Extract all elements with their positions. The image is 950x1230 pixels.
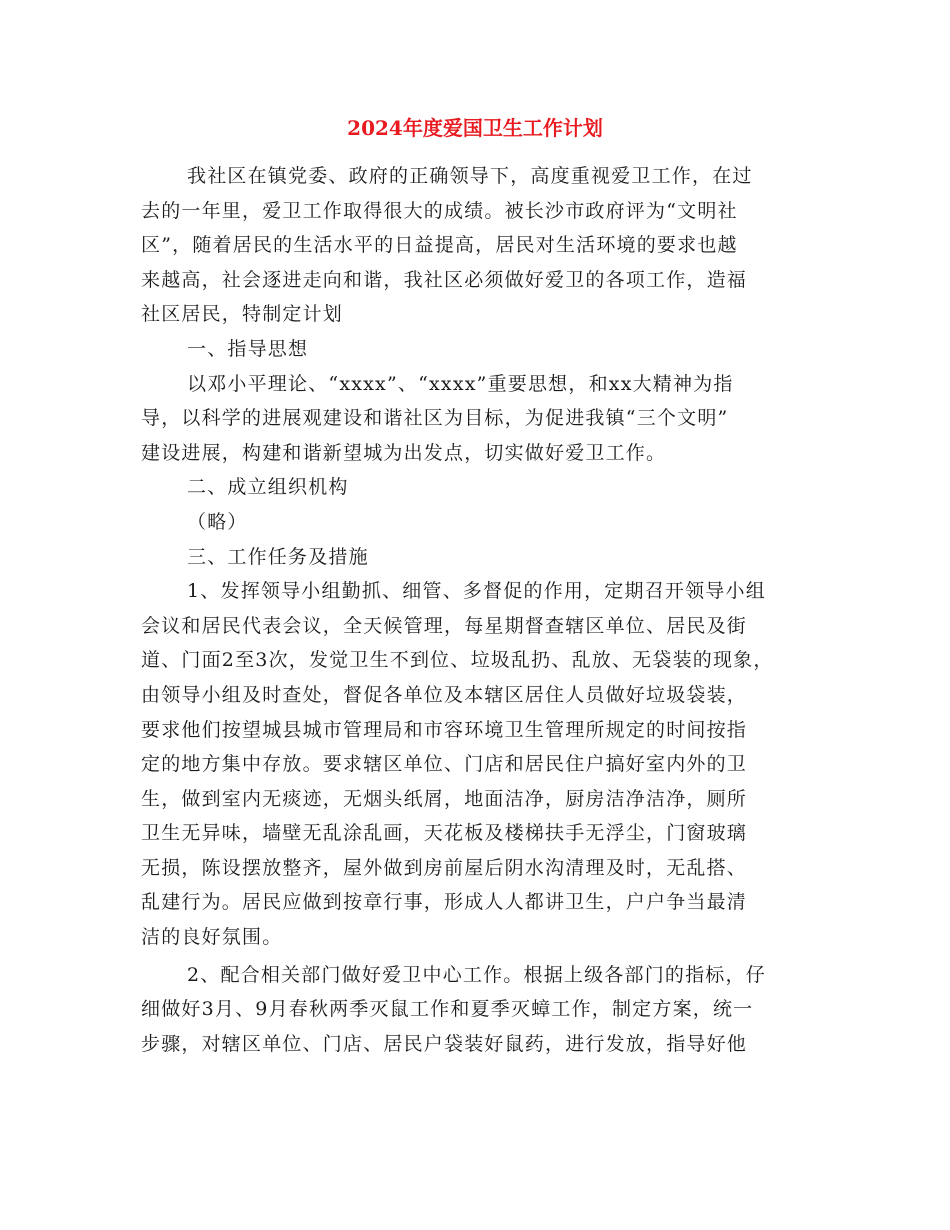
text-line: 卫生无异味，墙壁无乱涂乱画，天花板及楼梯扶手无浮尘，门窗玻璃: [141, 822, 748, 845]
text-line: 2、配合相关部门做好爱卫中心工作。根据上级各部门的指标，仔: [187, 963, 766, 986]
document-body: [141, 159, 841, 1061]
text-line: 去的一年里，爱卫工作取得很大的成绩。被长沙市政府评为“文明社: [141, 199, 738, 222]
text-line: 一、指导思想: [187, 337, 309, 360]
text-line: 来越高，社会逐进走向和谐，我社区必须做好爱卫的各项工作，造福: [141, 268, 748, 291]
text-line: 定的地方集中存放。要求辖区单位、门店和居民住户搞好室内外的卫: [141, 753, 748, 776]
text-line: 导，以科学的进展观建设和谐社区为目标，为促进我镇“三个文明”: [141, 407, 729, 430]
text-line: 我社区在镇党委、政府的正确领导下，高度重视爱卫工作，在过: [187, 165, 753, 187]
text-line: （略）: [187, 510, 248, 533]
text-line: 道、门面2至3次，发觉卫生不到位、垃圾乱扔、乱放、无袋装的现象，: [141, 649, 774, 672]
text-line: 步骤，对辖区单位、门店、居民户袋装好鼠药，进行发放，指导好他: [141, 1032, 748, 1055]
text-line: 1、发挥领导小组勤抓、细管、多督促的作用，定期召开领导小组: [187, 580, 766, 603]
text-line: 由领导小组及时查处，督促各单位及本辖区居住人员做好垃圾袋装，: [141, 683, 748, 706]
text-line: 会议和居民代表会议，全天候管理，每星期督查辖区单位、居民及街: [141, 614, 748, 637]
text-line: 社区居民，特制定计划: [141, 303, 344, 326]
text-line: 无损，陈设摆放整齐，屋外做到房前屋后阴水沟清理及时，无乱搭、: [141, 856, 748, 879]
text-line: 生，做到室内无痰迹，无烟头纸屑，地面洁净，厨房洁净洁净，厕所: [141, 787, 748, 810]
text-line: 洁的良好氛围。: [141, 926, 283, 949]
text-line: 以邓小平理论、“xxxx”、“xxxx”重要思想，和xx大精神为指: [187, 372, 734, 395]
text-line: 细做好3月、9月春秋两季灭鼠工作和夏季灭蟑工作，制定方案，统一: [141, 998, 754, 1021]
text-line: 三、工作任务及措施: [187, 545, 369, 568]
document-title: 2024年度爱国卫生工作计划: [347, 116, 603, 140]
text-line: 建设进展，构建和谐新望城为出发点，切实做好爱卫工作。: [141, 441, 667, 464]
text-line: 要求他们按望城县城市管理局和市容环境卫生管理所规定的时间按指: [141, 718, 748, 741]
text-line: 乱建行为。居民应做到按章行事，形成人人都讲卫生，户户争当最清: [141, 891, 748, 914]
text-line: 二、成立组织机构: [187, 476, 349, 499]
text-line: 区”，随着居民的生活水平的日益提高，居民对生活环境的要求也越: [141, 234, 738, 257]
